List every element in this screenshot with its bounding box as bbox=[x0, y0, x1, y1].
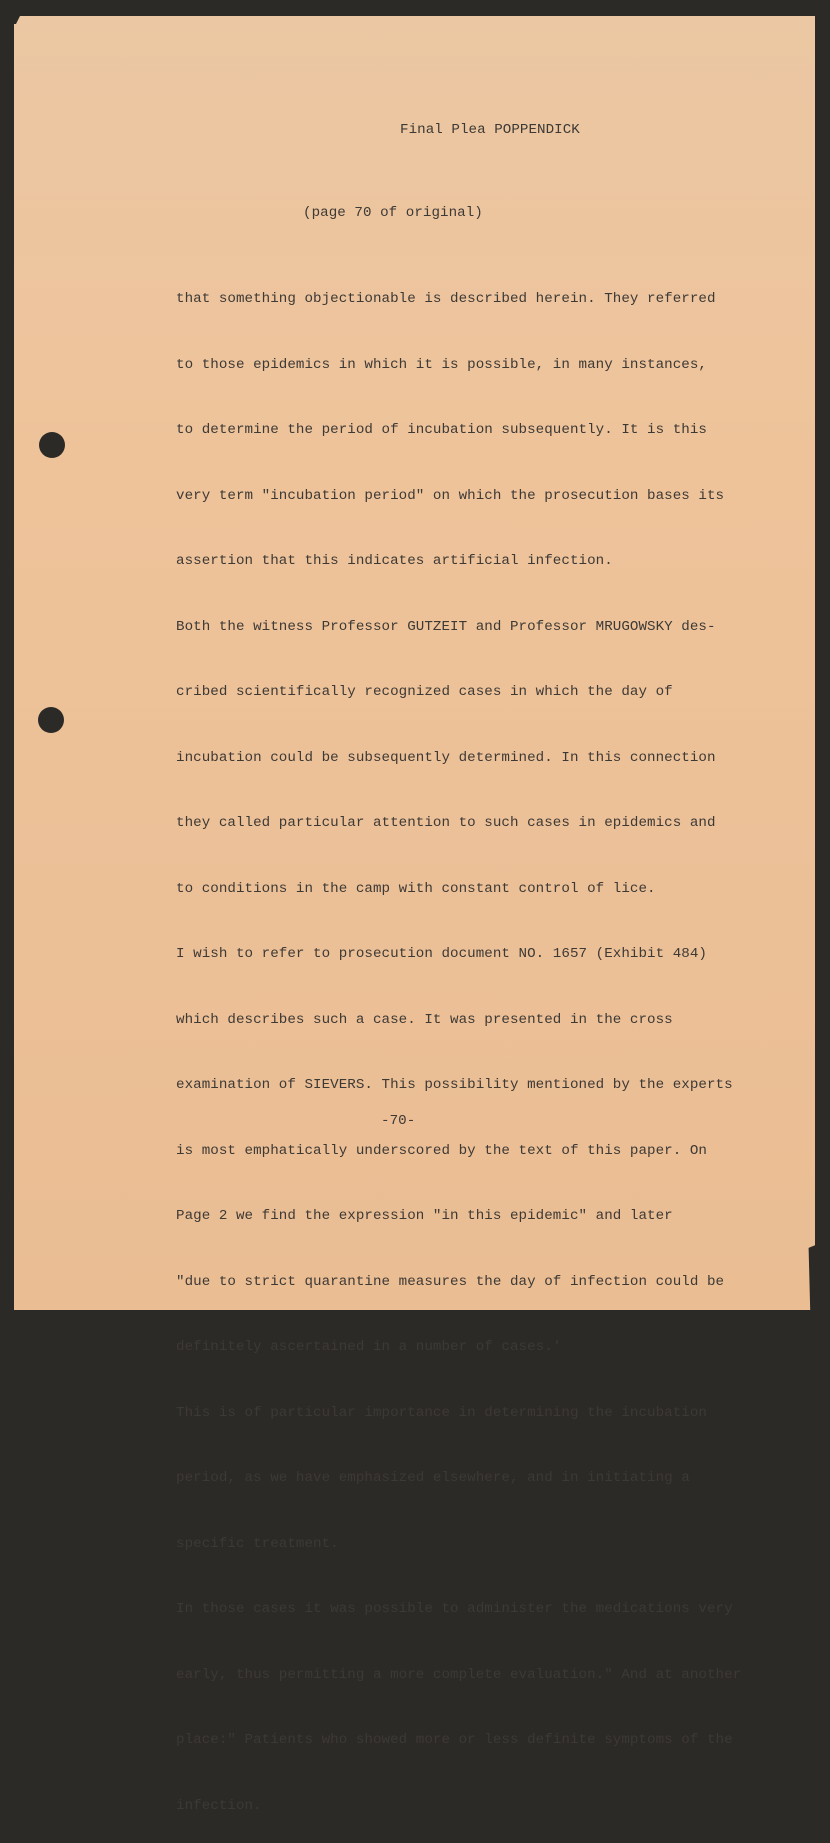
text-line: to conditions in the camp with constant control of lice. bbox=[176, 880, 656, 897]
text-line: incubation could be subsequently determined. In this connection bbox=[176, 749, 716, 766]
text-line: examination of SIEVERS. This possibility mentioned by the experts bbox=[176, 1077, 733, 1093]
punch-hole-top bbox=[39, 432, 65, 458]
text-line: infection. bbox=[176, 1797, 262, 1814]
page-number: -70- bbox=[381, 1113, 416, 1129]
text-line: This is of particular importance in determining the incubation bbox=[176, 1404, 707, 1421]
text-line: definitely ascertained in a number of cases.' bbox=[176, 1339, 562, 1355]
text-line: which describes such a case. It was presented in the cross bbox=[176, 1011, 673, 1028]
document-header: Final Plea POPPENDICK bbox=[400, 122, 580, 138]
page-reference: (page 70 of original) bbox=[303, 205, 483, 221]
punch-hole-bottom bbox=[38, 707, 64, 733]
text-line: cribed scientifically recognized cases in which the day of bbox=[176, 684, 673, 700]
text-line: to determine the period of incubation subsequently. It is this bbox=[176, 422, 707, 438]
text-line: they called particular attention to such cases in epidemics and bbox=[176, 815, 716, 831]
text-line: place:" Patients who showed more or less definite symptoms of the bbox=[176, 1732, 733, 1748]
text-line: Page 2 we find the expression "in this epidemic" and later bbox=[176, 1208, 673, 1224]
text-line: assertion that this indicates artificial infection. bbox=[176, 553, 613, 569]
document-body bbox=[176, 255, 741, 1843]
text-line: "due to strict quarantine measures the day of infection could be bbox=[176, 1273, 725, 1290]
text-line: In those cases it was possible to administer the medications very bbox=[176, 1601, 733, 1617]
text-line: I wish to refer to prosecution document NO. 1657 (Exhibit 484) bbox=[176, 946, 707, 962]
text-line: very term "incubation period" on which the prosecution bases its bbox=[176, 487, 725, 504]
text-line: that something objectionable is described herein. They referred bbox=[176, 291, 716, 307]
text-line: specific treatment. bbox=[176, 1535, 339, 1552]
text-line: Both the witness Professor GUTZEIT and Professor MRUGOWSKY des- bbox=[176, 618, 716, 635]
text-line: is most emphatically underscored by the text of this paper. On bbox=[176, 1142, 707, 1159]
text-line: period, as we have emphasized elsewhere, and in initiating a bbox=[176, 1470, 690, 1486]
text-line: to those epidemics in which it is possible, in many instances, bbox=[176, 356, 707, 373]
text-line: early, thus permitting a more complete evaluation." And at another bbox=[176, 1666, 742, 1683]
